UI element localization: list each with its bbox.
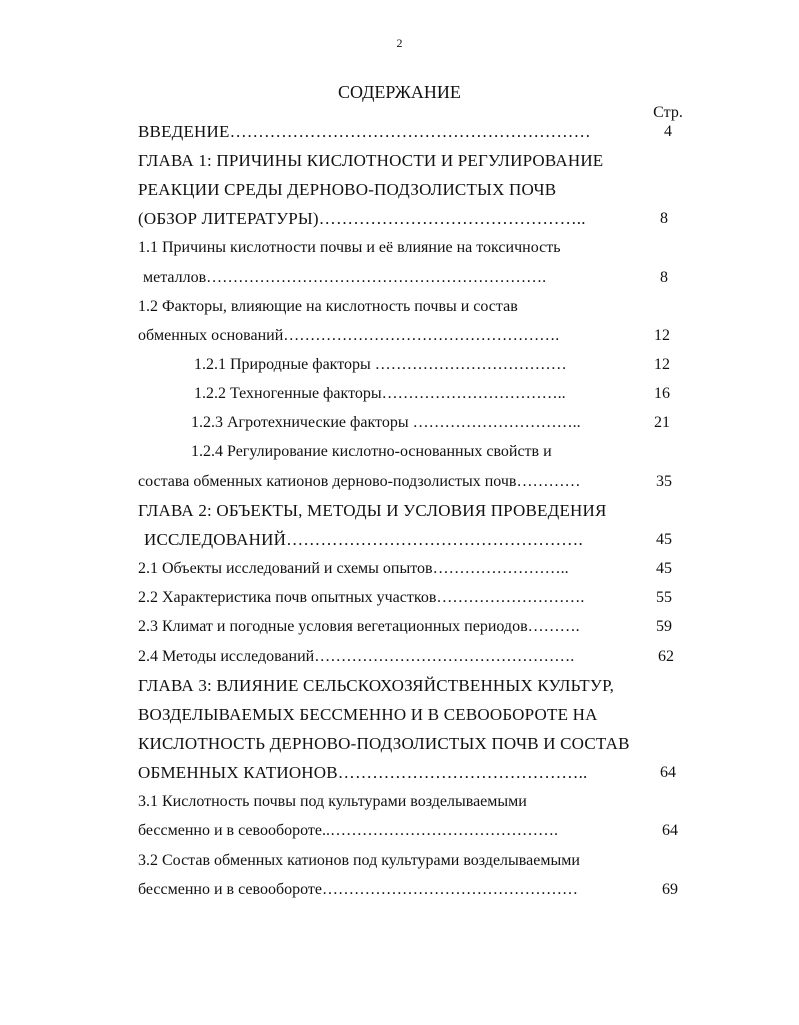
toc-entry-introduction bbox=[0, 120, 799, 144]
toc-entry-text: 2.2 Характеристика почв опытных участков………………………. bbox=[138, 589, 585, 606]
toc-entry-text: 3.2 Состав обменных катионов под культурами возделываемыми bbox=[138, 852, 580, 869]
toc-entry-chapter-1-line-3 bbox=[0, 207, 799, 231]
toc-entry-1-1-line-2 bbox=[0, 266, 799, 290]
toc-entry-page: 4 bbox=[664, 123, 672, 140]
toc-entry-page: 69 bbox=[662, 881, 678, 898]
toc-entry-1-2-line-1 bbox=[0, 295, 799, 319]
toc-entry-1-2-2 bbox=[0, 382, 799, 406]
toc-entry-page: 35 bbox=[656, 473, 672, 490]
toc-entry-text: ОБМЕННЫХ КАТИОНОВ…………………………………….. bbox=[138, 763, 588, 782]
page-column-label: Стр. bbox=[653, 104, 683, 121]
toc-entry-page: 45 bbox=[656, 531, 672, 548]
toc-entry-1-2-1 bbox=[0, 353, 799, 377]
toc-entry-2-1 bbox=[0, 557, 799, 581]
toc-entry-page: 12 bbox=[654, 356, 670, 373]
toc-entry-text: ИССЛЕДОВАНИЙ……………………………………………. bbox=[144, 530, 583, 549]
toc-entry-text: 2.3 Климат и погодные условия вегетационных периодов………. bbox=[138, 618, 580, 635]
toc-entry-text: ГЛАВА 2: ОБЪЕКТЫ, МЕТОДЫ И УСЛОВИЯ ПРОВЕДЕНИЯ bbox=[138, 501, 607, 520]
toc-entry-1-2-line-2 bbox=[0, 324, 799, 348]
toc-entry-chapter-2-line-1 bbox=[0, 499, 799, 523]
toc-entry-3-2-line-1 bbox=[0, 849, 799, 873]
toc-entry-text: РЕАКЦИИ СРЕДЫ ДЕРНОВО-ПОДЗОЛИСТЫХ ПОЧВ bbox=[138, 180, 557, 199]
toc-entry-text: ВОЗДЕЛЫВАЕМЫХ БЕССМЕННО И В СЕВООБОРОТЕ НА bbox=[138, 705, 598, 724]
toc-entry-text: ГЛАВА 3: ВЛИЯНИЕ СЕЛЬСКОХОЗЯЙСТВЕННЫХ КУЛЬТУР, bbox=[138, 676, 615, 695]
toc-entry-text: 3.1 Кислотность почвы под культурами возделываемыми bbox=[138, 793, 527, 810]
toc-entry-text: состава обменных катионов дерново-подзолистых почв………… bbox=[138, 473, 581, 490]
toc-entry-1-2-3 bbox=[0, 411, 799, 435]
toc-entry-text: 2.4 Методы исследований…………………………………………. bbox=[138, 648, 575, 665]
toc-entry-page: 21 bbox=[654, 414, 670, 431]
toc-entry-3-1-line-2 bbox=[0, 819, 799, 843]
toc-entry-text: металлов………………………………………………………. bbox=[143, 269, 547, 286]
toc-entry-text: (ОБЗОР ЛИТЕРАТУРЫ)……………………………………….. bbox=[138, 209, 586, 228]
toc-entry-text: 1.2.2 Техногенные факторы…………………………….. bbox=[194, 385, 566, 402]
toc-entry-chapter-3-line-3 bbox=[0, 732, 799, 756]
toc-entry-page: 64 bbox=[662, 822, 678, 839]
toc-entry-text: КИСЛОТНОСТЬ ДЕРНОВО-ПОДЗОЛИСТЫХ ПОЧВ И СОСТАВ bbox=[138, 734, 630, 753]
toc-entry-page: 16 bbox=[654, 385, 670, 402]
toc-entry-page: 59 bbox=[656, 618, 672, 635]
toc-entry-chapter-3-line-4 bbox=[0, 761, 799, 785]
toc-entry-2-4 bbox=[0, 645, 799, 669]
toc-entry-text: ГЛАВА 1: ПРИЧИНЫ КИСЛОТНОСТИ И РЕГУЛИРОВАНИЕ bbox=[138, 151, 604, 170]
toc-entry-page: 12 bbox=[654, 327, 670, 344]
toc-entry-text: бессменно и в севообороте..……………………………………. bbox=[138, 822, 558, 839]
toc-entry-chapter-3-line-2 bbox=[0, 703, 799, 727]
toc-entry-1-1-line-1 bbox=[0, 236, 799, 260]
toc-entry-2-2 bbox=[0, 586, 799, 610]
toc-entry-2-3 bbox=[0, 615, 799, 639]
toc-entry-3-2-line-2 bbox=[0, 878, 799, 902]
toc-entry-page: 55 bbox=[656, 589, 672, 606]
toc-entry-text: 1.2.4 Регулирование кислотно-основанных свойств и bbox=[191, 443, 552, 460]
toc-entry-1-2-4-line-2 bbox=[0, 470, 799, 494]
toc-entry-page: 62 bbox=[658, 648, 674, 665]
toc-entry-text: 1.1 Причины кислотности почвы и её влияние на токсичность bbox=[138, 239, 561, 256]
toc-entry-1-2-4-line-1 bbox=[0, 440, 799, 464]
toc-entry-page: 64 bbox=[660, 764, 676, 781]
toc-entry-chapter-1-line-2 bbox=[0, 178, 799, 202]
toc-entry-page: 8 bbox=[660, 210, 668, 227]
toc-entry-text: 1.2.1 Природные факторы ……………………………… bbox=[194, 356, 567, 373]
contents-title: СОДЕРЖАНИЕ bbox=[338, 82, 461, 102]
toc-entry-text: 2.1 Объекты исследований и схемы опытов…………………….. bbox=[138, 560, 569, 577]
toc-entry-text: 1.2 Факторы, влияющие на кислотность почвы и состав bbox=[138, 298, 518, 315]
toc-entry-text: ВВЕДЕНИЕ……………………………………………………… bbox=[138, 122, 591, 141]
toc-entry-text: бессменно и в севообороте………………………………………… bbox=[138, 881, 578, 898]
toc-entry-page: 8 bbox=[660, 269, 668, 286]
page-number: 2 bbox=[396, 36, 403, 50]
toc-entry-chapter-3-line-1 bbox=[0, 674, 799, 698]
toc-entry-text: обменных оснований……………………………………………. bbox=[138, 327, 560, 344]
toc-entry-page: 45 bbox=[656, 560, 672, 577]
toc-entry-chapter-2-line-2 bbox=[0, 528, 799, 552]
toc-entry-chapter-1-line-1 bbox=[0, 149, 799, 173]
toc-entry-3-1-line-1 bbox=[0, 790, 799, 814]
toc-entry-text: 1.2.3 Агротехнические факторы ………………………….. bbox=[191, 414, 581, 431]
